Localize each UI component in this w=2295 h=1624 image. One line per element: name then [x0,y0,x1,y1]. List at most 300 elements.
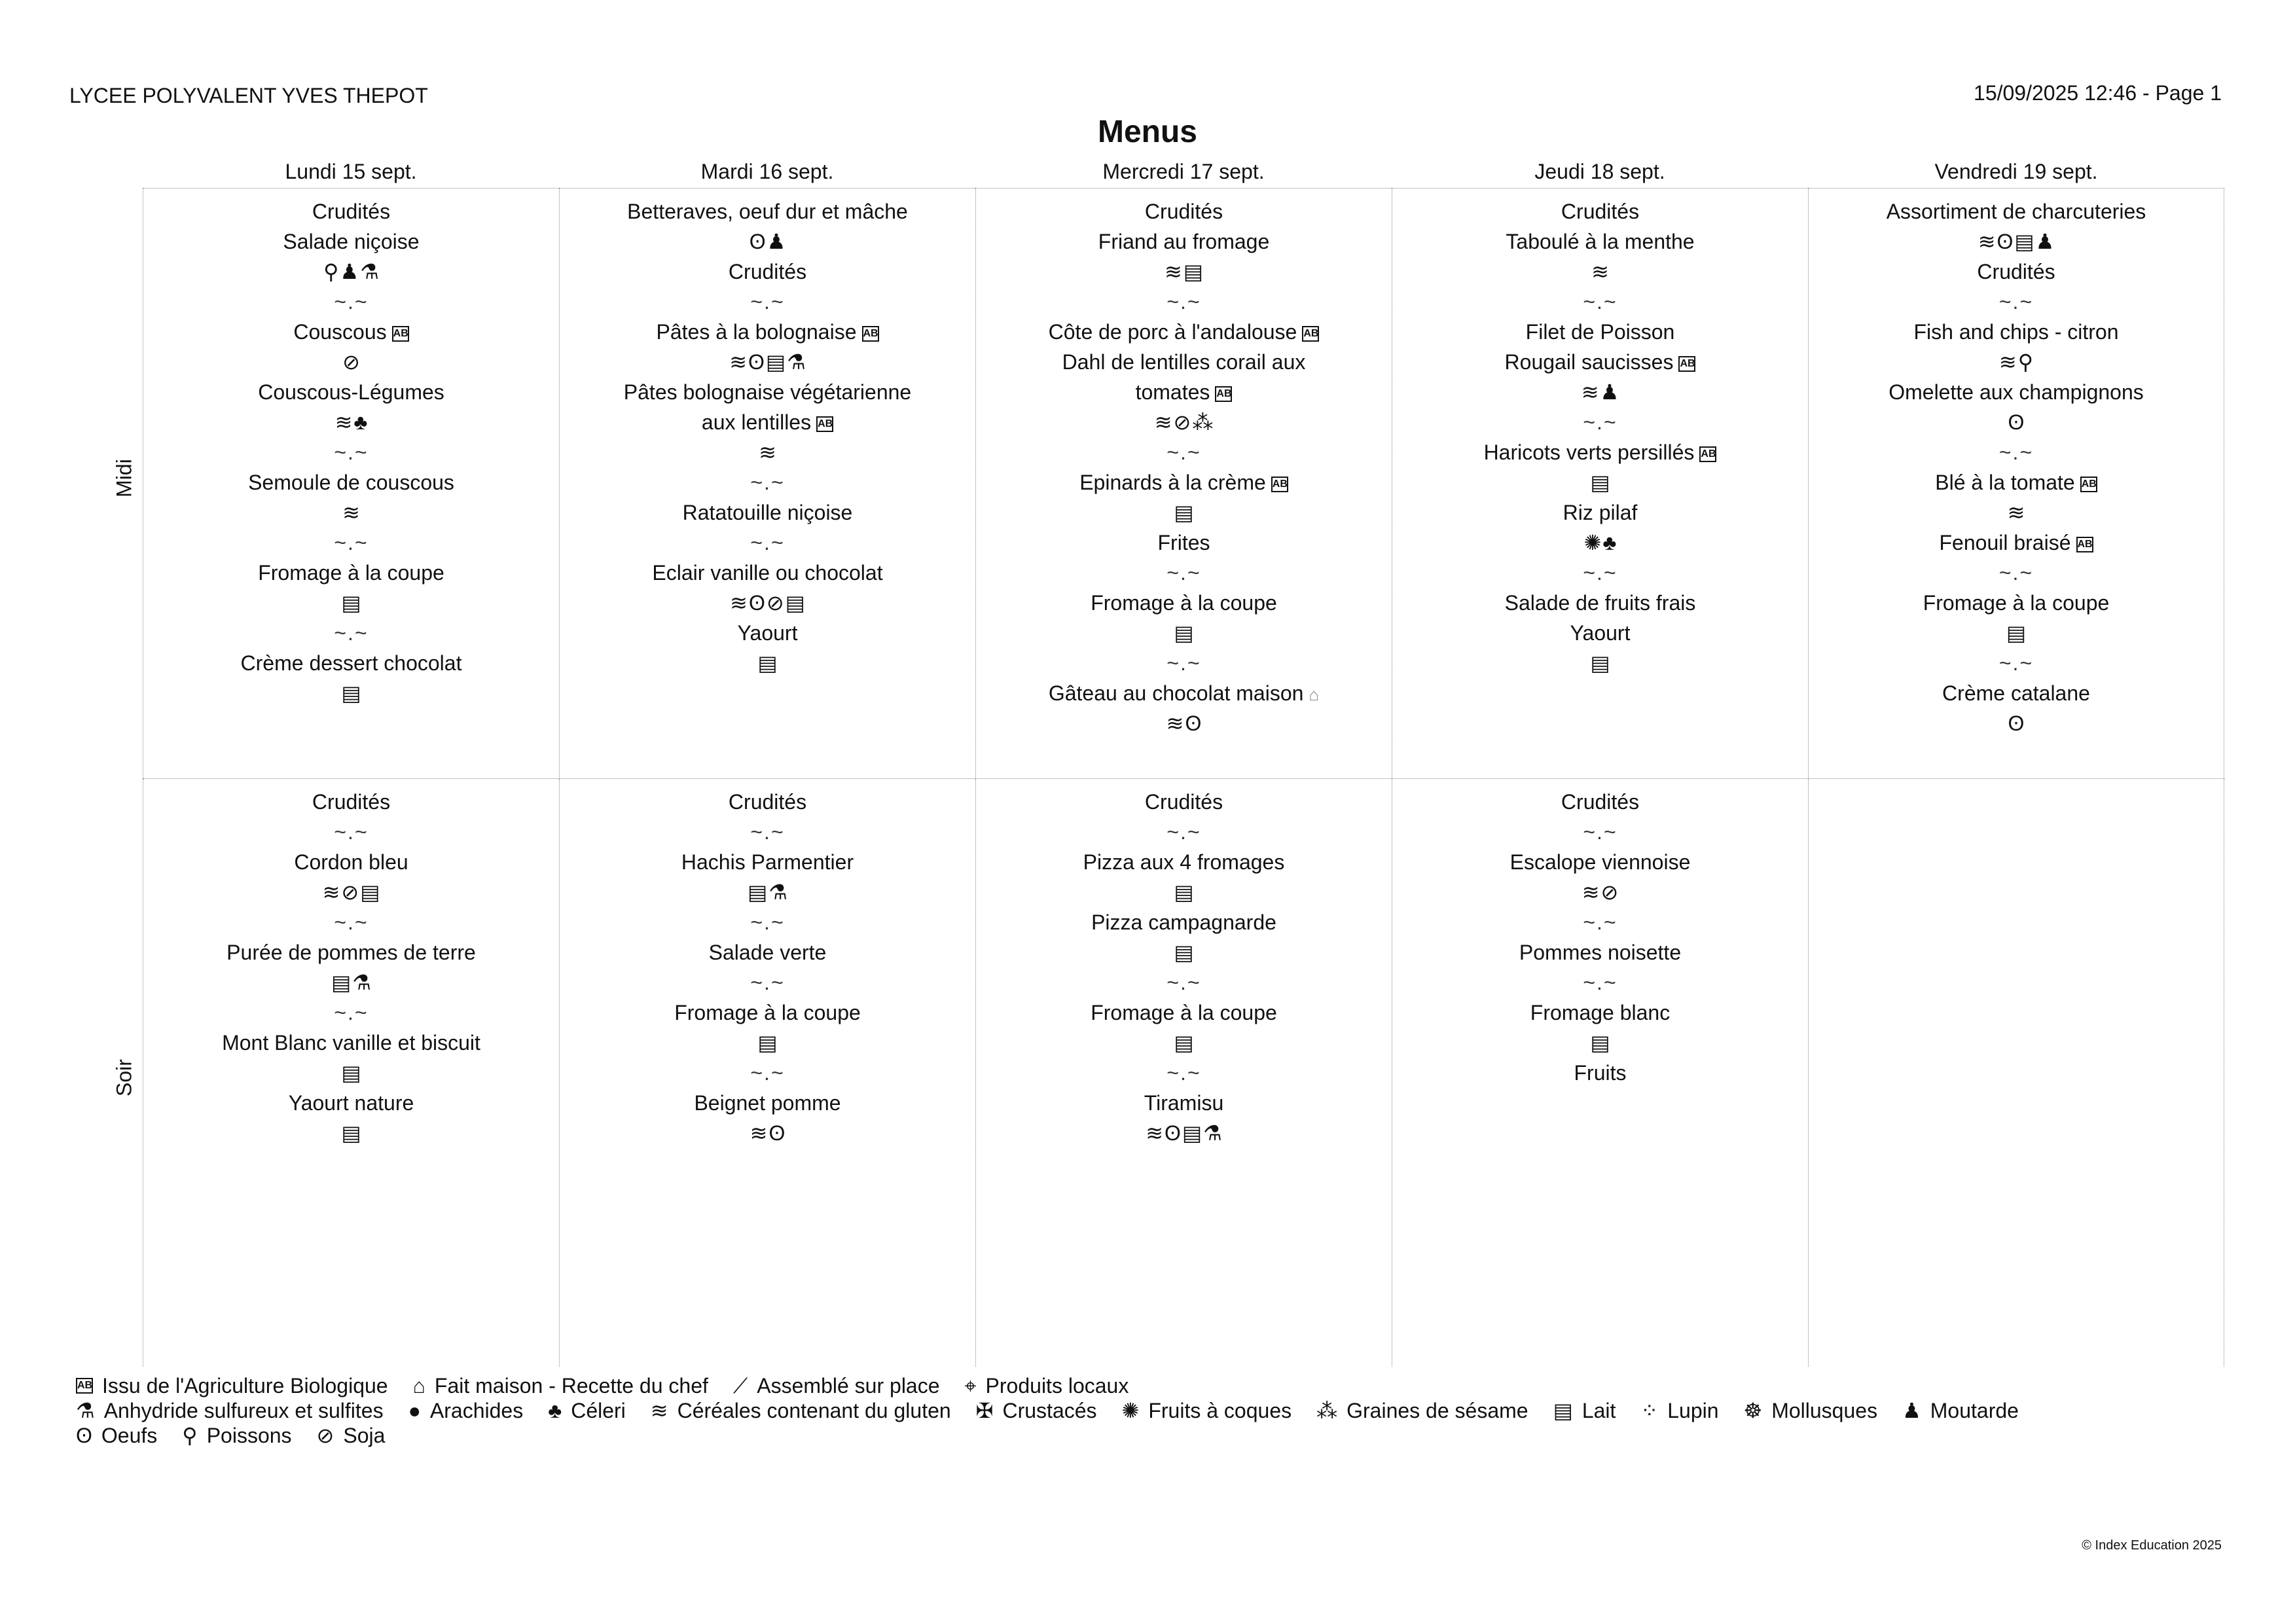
gluten-icon: ≋ [1581,380,1599,404]
dish-name [1049,678,1319,708]
allergen-icons [1590,467,1610,497]
midi-row [143,189,2224,779]
lait-icon: ▤ [1183,260,1204,283]
allergen-icons [2008,708,2025,738]
oeufs-icon: ʘ [2008,712,2025,735]
course-separator: ~.~ [334,621,369,645]
course-separator: ~.~ [1583,410,1617,434]
gluten-icon: ≋ [342,501,360,524]
legend-label: Moutarde [1930,1399,2019,1422]
allergen-icons [757,1028,777,1058]
dish-label: Crème dessert chocolat [240,651,462,675]
dish-name [294,847,408,877]
dish-label: Assortiment de charcuteries [1886,200,2146,223]
dish-label: Omelette aux champignons [1888,380,2144,404]
moutarde-icon: ♟ [1902,1399,1921,1422]
dish-label: Crème catalane [1942,681,2090,705]
allergen-icons [1584,528,1617,558]
poissons-icon: ⚲ [2017,350,2034,374]
lait-icon: ▤ [1174,941,1194,964]
dish-label: Semoule de couscous [248,471,454,494]
dish-name [312,787,390,817]
crustaces-icon: ✠ [975,1399,994,1422]
course-separator: ~.~ [1166,290,1201,314]
allergen-icons [750,226,786,257]
school-name: LYCEE POLYVALENT YVES THEPOT [69,84,428,107]
lait-icon: ▤ [1590,1031,1610,1055]
lait-icon: ▤ [1174,621,1194,645]
moutarde-icon: ♟ [2035,230,2055,253]
dish-label: Mont Blanc vanille et biscuit [222,1031,480,1055]
dish-name [729,787,806,817]
course-separator: ~.~ [750,1061,785,1085]
day-header: Mercredi 17 sept. [975,160,1392,189]
day-header: Lundi 15 sept. [143,160,559,189]
legend-item [1640,1398,1718,1423]
allergen-icons [331,967,371,998]
course-separator: ~.~ [750,820,785,844]
dish-label: Crudités [1977,260,2055,283]
dish-name [624,377,911,407]
gluten-icon: ≋ [1166,712,1184,735]
dish-label: Tiramisu [1144,1091,1224,1115]
dish-name [1526,317,1675,347]
dish-label: Salade de fruits frais [1504,591,1696,615]
dish-label: Ratatouille niçoise [682,501,853,524]
allergen-icons [748,877,787,907]
gluten-icon: ≋ [1146,1121,1163,1145]
dish-name [283,226,419,257]
menu-cell [1392,189,1808,778]
lupin-icon: ⁘ [1640,1399,1659,1422]
lait-icon: ▤ [1590,651,1610,675]
poissons-icon: ⚲ [323,260,339,283]
lait-icon: ▤ [341,591,361,615]
dish-label: Blé à la tomate [1935,471,2075,494]
dish-name [1506,226,1694,257]
gluten-icon: ≋ [650,1399,668,1422]
legend-label: Issu de l'Agriculture Biologique [102,1374,388,1398]
dish-name [1923,588,2110,618]
allergen-icons [1590,1028,1610,1058]
course-separator: ~.~ [1166,820,1201,844]
menu-cell [559,779,975,1367]
gluten-icon: ≋ [334,410,353,434]
lait-icon: ▤ [765,350,786,374]
dish-name [1136,377,1233,407]
allergen-icons [1174,937,1193,967]
soja-icon: ⊘ [342,350,360,374]
dish-name [1505,347,1696,377]
dish-label: Côte de porc à l'andalouse [1048,320,1297,344]
dish-name [1510,847,1691,877]
dish-name [1091,998,1277,1028]
allergen-icons [323,257,379,287]
allergen-icons [342,347,360,377]
dish-name [1098,226,1269,257]
course-separator: ~.~ [334,911,369,934]
anhydride-icon: ⚗ [360,260,379,283]
dish-label: Friand au fromage [1098,230,1270,253]
dish-name [1484,437,1717,467]
course-separator: ~.~ [1998,561,2034,585]
anhydride-icon: ⚗ [352,971,371,994]
oeufs-icon: ʘ [748,350,765,374]
allergen-icons [2006,618,2026,648]
gluten-icon: ≋ [322,880,340,904]
dish-name [241,648,462,678]
day-header: Vendredi 19 sept. [1808,160,2224,189]
day-header-row [143,160,2224,189]
legend-label: Oeufs [101,1424,158,1447]
legend-label: Anhydride sulfureux et sulfites [103,1399,384,1422]
dish-name [1505,588,1696,618]
assemble-icon: ⟋ [732,1374,748,1398]
dish-label: Pommes noisette [1519,941,1682,964]
dish-label: Fromage à la coupe [1923,591,2110,615]
dish-name [1913,317,2118,347]
lait-icon: ▤ [341,1121,361,1145]
print-timestamp: 15/09/2025 12:46 - Page 1 [1974,81,2222,105]
dish-name [1144,1088,1223,1118]
oeufs-icon: ʘ [1185,712,1202,735]
bio-icon: AB [1302,326,1319,342]
lait-icon: ▤ [341,681,361,705]
course-separator: ~.~ [1583,561,1617,585]
dish-label: Crudités [1561,790,1640,814]
dish-name [258,558,444,588]
dish-name [1145,196,1223,226]
bio-icon: AB [76,1378,93,1394]
dish-name [683,497,853,528]
legend-item [1744,1398,1878,1423]
allergen-icons [1155,407,1214,437]
dish-label: Fromage à la coupe [674,1001,861,1024]
dish-name [1561,787,1639,817]
gluten-icon: ≋ [1978,230,1996,253]
dish-name [1062,347,1306,377]
dish-label: Fish and chips - citron [1913,320,2119,344]
dish-label: Taboulé à la menthe [1506,230,1695,253]
course-separator: ~.~ [334,290,369,314]
oeufs-icon: ʘ [1165,1121,1181,1145]
menu-cell [143,779,559,1367]
allergen-icons [1978,226,2055,257]
allergen-icons [1146,1118,1222,1148]
oeufs-icon: ʘ [749,230,766,253]
allergen-icons [341,588,361,618]
allergen-icons [757,648,777,678]
dish-label: Gâteau au chocolat maison [1048,681,1304,705]
dish-name [248,467,454,497]
course-separator: ~.~ [1583,820,1617,844]
fait-maison-icon: ⌂ [1309,685,1320,704]
dish-label: Crudités [1144,790,1223,814]
dish-name [1887,196,2146,226]
gluten-icon: ≋ [1154,410,1172,434]
moutarde-icon: ♟ [340,260,359,283]
allergen-icons [2008,497,2025,528]
course-separator: ~.~ [1166,1061,1201,1085]
dish-name [289,1088,414,1118]
allergen-icons [341,1058,361,1088]
sesame-icon: ⁂ [1192,410,1214,434]
legend-item [1316,1398,1528,1423]
course-separator: ~.~ [750,471,785,494]
allergen-legend [76,1373,2223,1448]
dish-name [312,196,390,226]
gluten-icon: ≋ [730,591,748,615]
fruits-coques-icon: ✺ [1583,531,1602,554]
dish-name [674,998,861,1028]
dish-label: Yaourt nature [288,1091,414,1115]
legend-label: Fruits à coques [1148,1399,1292,1422]
lait-icon: ▤ [1553,1399,1573,1422]
allergen-icons [1174,618,1193,648]
moutarde-icon: ♟ [767,230,786,253]
allergen-icons [323,877,380,907]
dish-label: tomates [1135,380,1210,404]
dish-label: Salade niçoise [283,230,420,253]
dish-name [694,1088,840,1118]
allergen-icons [341,1118,361,1148]
lait-icon: ▤ [1174,501,1194,524]
oeufs-icon: ʘ [768,1121,786,1145]
dish-name [627,196,908,226]
dish-name [1083,847,1285,877]
soja-icon: ⊘ [1600,880,1619,904]
allergen-icons [1582,877,1619,907]
dish-label: Hachis Parmentier [681,850,854,874]
course-separator: ~.~ [1583,290,1617,314]
legend-item [548,1398,626,1423]
lait-icon: ▤ [1174,880,1194,904]
legend-item [965,1373,1129,1398]
legend-label: Soja [343,1424,386,1447]
menu-cell [1808,189,2224,778]
allergen-icons [1999,347,2033,377]
lait-icon: ▤ [2014,230,2034,253]
course-separator: ~.~ [1583,971,1617,994]
page-title: Menus [1097,115,1197,149]
dish-name [1091,907,1276,937]
lait-icon: ▤ [341,1061,361,1085]
dish-label: Crudités [1144,200,1223,223]
dish-name [226,937,476,967]
gluten-icon: ≋ [759,441,776,464]
gluten-icon: ≋ [2007,501,2025,524]
lait-icon: ▤ [360,880,380,904]
dish-label: Crudités [312,790,391,814]
bio-icon: AB [1215,386,1232,402]
course-separator: ~.~ [750,911,785,934]
gluten-icon: ≋ [750,1121,768,1145]
dish-label: Crudités [728,790,807,814]
course-separator: ~.~ [334,820,369,844]
allergen-icons [730,588,805,618]
legend-item [413,1373,708,1398]
legend-row [76,1423,2223,1448]
dish-name [1935,467,2097,497]
allergen-icons [1174,497,1193,528]
lait-icon: ▤ [331,971,352,994]
fruits-coques-icon: ✺ [1121,1399,1140,1422]
lait-icon: ▤ [748,880,768,904]
menu-cell [975,189,1392,778]
dish-label: Crudités [312,200,391,223]
celeri-icon: ♣ [548,1399,562,1422]
course-separator: ~.~ [1166,441,1201,464]
dish-name [1049,317,1320,347]
allergen-icons [729,347,806,377]
legend-row [76,1373,2223,1398]
dish-label: Yaourt [737,621,798,645]
poissons-icon: ⚲ [182,1424,198,1447]
copyright: © Index Education 2025 [2082,1538,2222,1553]
dish-name [293,317,408,347]
course-separator: ~.~ [1998,651,2034,675]
legend-label: Céleri [571,1399,626,1422]
dish-name [652,558,882,588]
dish-label: Fenouil braisé [1939,531,2071,554]
produits-locaux-icon: ⌖ [964,1374,977,1398]
dish-name [681,847,854,877]
dish-label: Betteraves, oeuf dur et mâche [627,200,908,223]
dish-label: Fromage à la coupe [258,561,444,585]
dish-name [738,618,798,648]
legend-item [1122,1398,1292,1423]
allergen-icons [1591,257,1609,287]
legend-item [976,1398,1097,1423]
celeri-icon: ♣ [1602,531,1617,554]
allergen-icons [1174,877,1193,907]
course-separator: ~.~ [334,531,369,554]
dish-label: Fromage à la coupe [1091,1001,1277,1024]
dish-label: Dahl de lentilles corail aux [1062,350,1306,374]
anhydride-icon: ⚗ [787,350,806,374]
dish-name [1079,467,1288,497]
lait-icon: ▤ [2006,621,2027,645]
bio-icon: AB [1699,446,1716,462]
anhydride-icon: ⚗ [768,880,787,904]
legend-item [76,1398,384,1423]
mollusques-icon: ☸ [1743,1399,1763,1422]
dish-name [729,257,806,287]
course-separator: ~.~ [750,971,785,994]
dish-label: Crudités [1561,200,1640,223]
legend-label: Fait maison - Recette du chef [434,1374,708,1398]
dish-label: Yaourt [1570,621,1631,645]
dish-name [258,377,444,407]
allergen-icons [335,407,368,437]
course-separator: ~.~ [1166,651,1201,675]
dish-name [1940,528,2093,558]
day-header: Mardi 16 sept. [559,160,975,189]
period-label-soir: Soir [112,1059,136,1096]
legend-item [182,1423,291,1448]
dish-label: Beignet pomme [694,1091,841,1115]
course-separator: ~.~ [1998,290,2034,314]
dish-name [1561,196,1639,226]
allergen-icons [1166,708,1202,738]
dish-name [1977,257,2055,287]
bio-icon: AB [2080,477,2097,492]
dish-name [1145,787,1223,817]
legend-label: Mollusques [1771,1399,1878,1422]
period-label-midi: Midi [112,459,136,497]
day-header: Jeudi 18 sept. [1392,160,1808,189]
moutarde-icon: ♟ [1600,380,1619,404]
bio-icon: AB [392,326,409,342]
legend-label: Assemblé sur place [757,1374,940,1398]
dish-name [1888,377,2144,407]
oeufs-icon: ʘ [2008,410,2025,434]
gluten-icon: ≋ [1164,260,1182,283]
celeri-icon: ♣ [353,410,368,434]
dish-label: Epinards à la crème [1079,471,1266,494]
dish-name [709,937,827,967]
dish-label: Salade verte [708,941,827,964]
soir-row [143,779,2224,1367]
course-separator: ~.~ [1998,441,2034,464]
oeufs-icon: ʘ [1997,230,2014,253]
dish-label: Crudités [728,260,807,283]
dish-label: Frites [1157,531,1210,554]
bio-icon: AB [816,416,833,432]
soja-icon: ⊘ [766,591,784,615]
dish-name [1530,998,1670,1028]
allergen-icons [1165,257,1203,287]
bio-icon: AB [2076,537,2093,552]
anhydride-icon: ⚗ [76,1399,95,1422]
dish-label: Couscous [293,320,387,344]
legend-item [76,1373,388,1398]
legend-label: Céréales contenant du gluten [677,1399,951,1422]
dish-name [657,317,879,347]
menu-cell [1808,779,2224,1367]
soja-icon: ⊘ [1173,410,1191,434]
course-separator: ~.~ [334,1001,369,1024]
dish-label: Pâtes bolognaise végétarienne [623,380,912,404]
dish-name [222,1028,480,1058]
course-separator: ~.~ [750,290,785,314]
legend-item [733,1373,940,1398]
arachides-icon: ● [408,1399,421,1422]
dish-label: aux lentilles [701,410,812,434]
dish-name [1563,497,1638,528]
legend-label: Lupin [1667,1399,1719,1422]
menu-cell [975,779,1392,1367]
bio-icon: AB [1271,477,1288,492]
dish-label: Cordon bleu [294,850,408,874]
dish-label: Escalope viennoise [1509,850,1691,874]
legend-item [408,1398,524,1423]
dish-label: Pizza aux 4 fromages [1083,850,1285,874]
dish-label: Eclair vanille ou chocolat [652,561,883,585]
dish-label: Haricots verts persillés [1483,441,1695,464]
allergen-icons [2008,407,2025,437]
allergen-icons [1590,648,1610,678]
legend-label: Arachides [429,1399,524,1422]
menu-cell [1392,779,1808,1367]
anhydride-icon: ⚗ [1203,1121,1222,1145]
dish-label: Purée de pommes de terre [226,941,476,964]
dish-name [1158,528,1210,558]
dish-label: Fruits [1574,1061,1627,1085]
soja-icon: ⊘ [316,1424,334,1447]
course-separator: ~.~ [1583,911,1617,934]
legend-label: Produits locaux [985,1374,1129,1398]
